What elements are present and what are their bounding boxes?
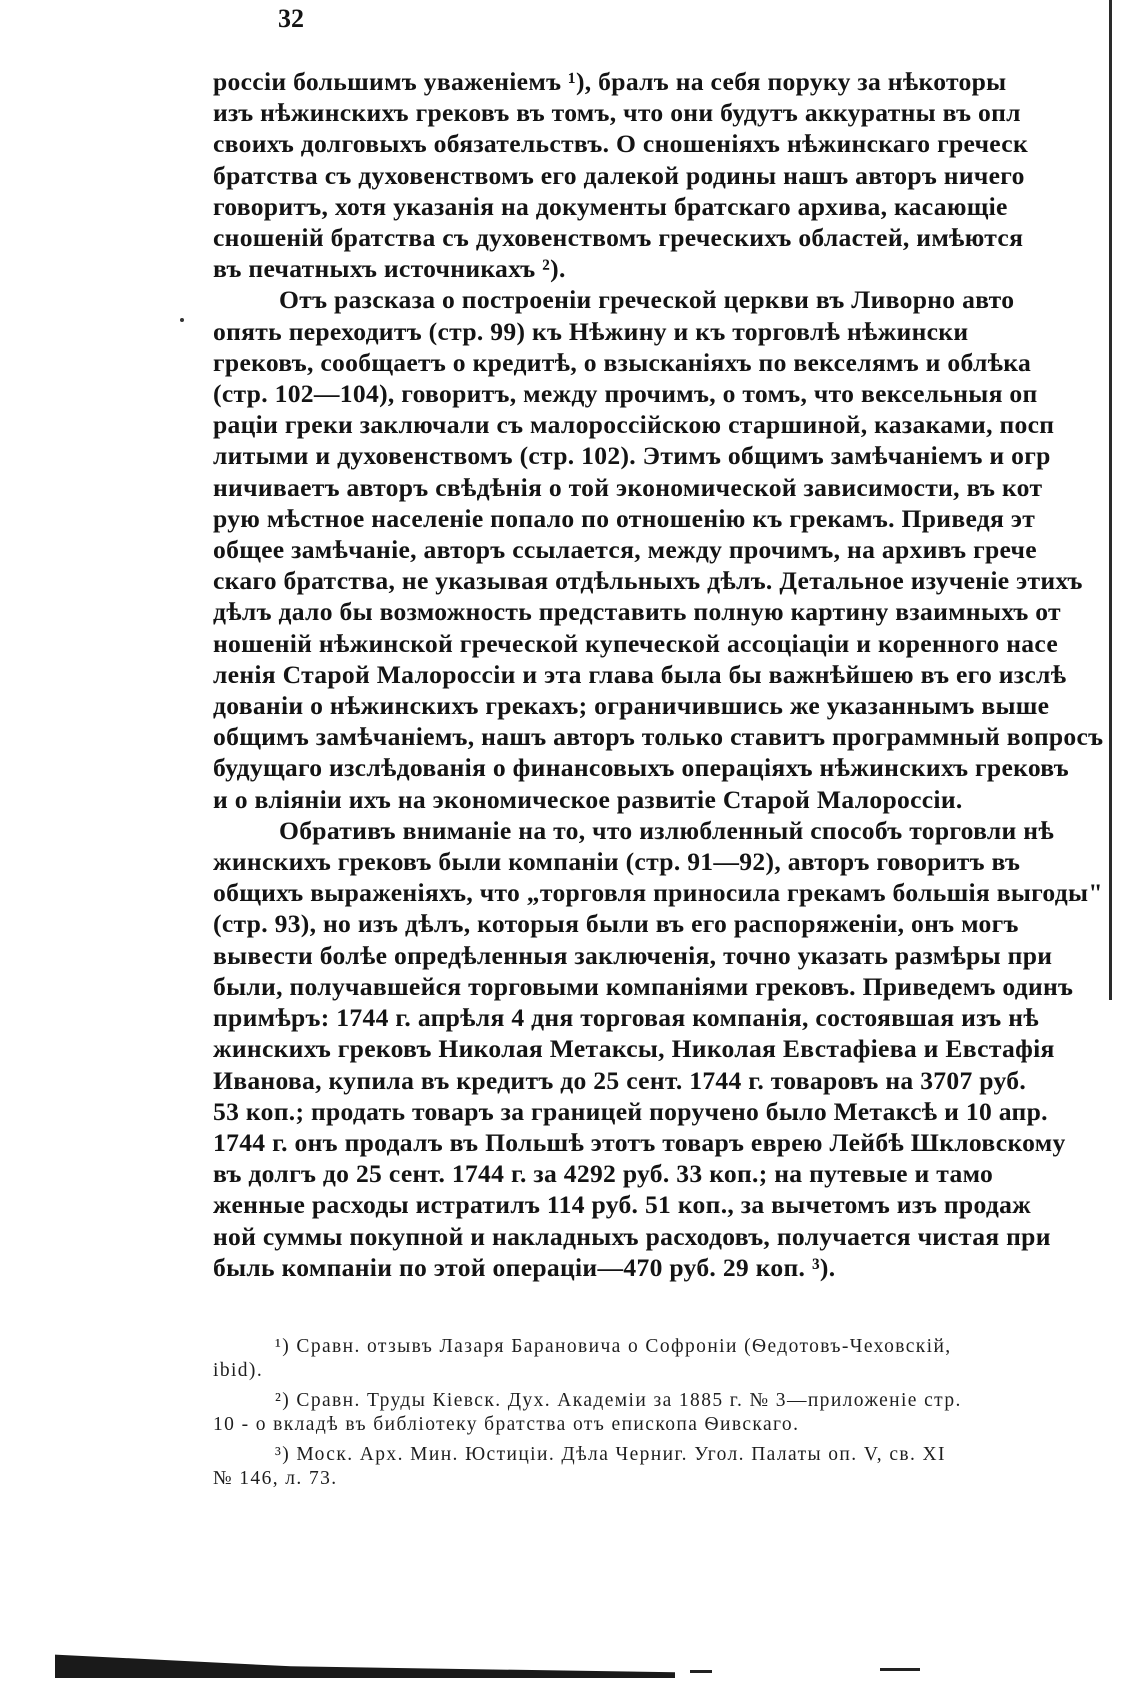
text-line: литыми и духовенствомъ (стр. 102). Этимъ общимъ замѣчаніемъ и огр	[213, 441, 1051, 471]
footnote-2-cont: 10 - о вкладѣ въ библіотеку братства отъ епископа Ѳивскаго.	[213, 1414, 800, 1435]
text-line: 1744 г. онъ продалъ въ Польшѣ этотъ товаръ еврею Лейбѣ Шкловскому	[213, 1127, 1066, 1157]
text-line: опять переходитъ (стр. 99) къ Нѣжину и къ торговлѣ нѣжински	[213, 316, 969, 346]
text-line: быль компаніи по этой операціи—470 руб. 29 коп. ³).	[213, 1252, 836, 1282]
text-line: дѣлъ дало бы возможность представить полную картину взаимныхъ от	[213, 597, 1061, 627]
text-line: жинскихъ грековъ были компаніи (стр. 91—92), авторъ говоритъ въ	[213, 847, 1021, 877]
text-line: вывести болѣе опредѣленныя заключенія, точно указать размѣры при	[213, 940, 1053, 970]
scan-speck	[180, 318, 184, 322]
footnote-1: ¹) Сравн. отзывъ Лазаря Барановича о Софроніи (Ѳедотовъ-Чеховскій,	[275, 1336, 952, 1357]
text-line: въ долгъ до 25 сент. 1744 г. за 4292 руб. 33 коп.; на путевые и тамо	[213, 1159, 994, 1189]
text-line: своихъ долговыхъ обязательствъ. О сношеніяхъ нѣжинскаго греческ	[213, 129, 1028, 159]
text-line: общее замѣчаніе, авторъ ссылается, между прочимъ, на архивъ грече	[213, 535, 1037, 565]
text-line: въ печатныхъ источникахъ ²).	[213, 254, 566, 284]
footnote-2: ²) Сравн. Труды Кіевск. Дух. Академіи за 1885 г. № 3—приложеніе стр.	[275, 1390, 962, 1411]
text-line: грековъ, сообщаетъ о кредитѣ, о взысканіяхъ по векселямъ и облѣка	[213, 347, 1032, 377]
text-line: были, получавшейся торговыми компаніями грековъ. Приведемъ одинъ	[213, 971, 1074, 1001]
text-line: братства съ духовенствомъ его далекой родины нашъ авторъ ничего	[213, 160, 1025, 190]
text-line: изъ нѣжинскихъ грековъ въ томъ, что они будутъ аккуратны въ опл	[213, 98, 1021, 128]
text-line: ленія Старой Малороссіи и эта глава была бы важнѣйшею въ его изслѣ	[213, 659, 1067, 689]
footnote-3: ³) Моск. Арх. Мин. Юстиціи. Дѣла Черниг. Угол. Палаты оп. V, св. XI	[275, 1444, 946, 1465]
text-line: примѣръ: 1744 г. апрѣля 4 дня торговая компанія, состоявшая изъ нѣ	[213, 1003, 1039, 1033]
text-line: 53 коп.; продать товаръ за границей поручено было Метаксѣ и 10 апр.	[213, 1096, 1048, 1126]
page-number: 32	[278, 4, 304, 33]
text-line: ношеній нѣжинской греческой купеческой ассоціаціи и коренного насе	[213, 628, 1058, 658]
footnotes	[213, 1335, 1113, 1491]
text-line: сношеній братства съ духовенствомъ греческихъ областей, имѣются	[213, 223, 1024, 253]
main-text	[213, 66, 1105, 1283]
text-line: ной суммы покупной и накладныхъ расходовъ, получается чистая при	[213, 1221, 1051, 1251]
scan-edge-line	[1109, 0, 1112, 1000]
scan-bottom-mark	[880, 1668, 920, 1671]
footnote-3-cont: № 146, л. 73.	[213, 1468, 338, 1489]
scan-bottom-smear	[55, 1652, 675, 1678]
text-line: говоритъ, хотя указанія на документы братскаго архива, касающіе	[213, 191, 1008, 221]
text-line: жинскихъ грековъ Николая Метаксы, Николая Евстафіева и Евстафія	[213, 1034, 1055, 1064]
footnote-1-cont: ibid).	[213, 1360, 264, 1381]
text-line: будущаго изслѣдованія о финансовыхъ операціяхъ нѣжинскихъ грековъ	[213, 753, 1069, 783]
text-line: раціи греки заключали съ малороссійскою старшиной, казаками, посп	[213, 410, 1055, 440]
text-line: Обративъ вниманіе на то, что излюбленный способъ торговли нѣ	[279, 815, 1055, 845]
text-line: (стр. 93), но изъ дѣлъ, которыя были въ его распоряженіи, онъ могъ	[213, 909, 1019, 939]
text-line: рую мѣстное населеніе попало по отношенію къ грекамъ. Приведя эт	[213, 503, 1036, 533]
text-line: общихъ выраженіяхъ, что „торговля приносила грекамъ большія выгоды"	[213, 878, 1103, 908]
text-line: россіи большимъ уваженіемъ ¹), бралъ на себя поруку за нѣкоторы	[213, 67, 1007, 96]
text-line: скаго братства, не указывая отдѣльныхъ дѣлъ. Детальное изученіе этихъ	[213, 566, 1083, 596]
text-line: женные расходы истратилъ 114 руб. 51 коп., за вычетомъ изъ продаж	[213, 1190, 1032, 1220]
text-line: Отъ разсказа о построеніи греческой церкви въ Ливорно авто	[279, 285, 1015, 315]
text-line: ничиваетъ авторъ свѣдѣнія о той экономической зависимости, въ кот	[213, 472, 1043, 502]
scan-bottom-mark	[690, 1670, 712, 1673]
text-line: Иванова, купила въ кредитъ до 25 сент. 1744 г. товаровъ на 3707 руб.	[213, 1065, 1027, 1095]
text-line: дованіи о нѣжинскихъ грекахъ; ограничившись же указаннымъ выше	[213, 691, 1050, 721]
text-line: и о вліяніи ихъ на экономическое развитіе Старой Малороссіи.	[213, 784, 963, 814]
text-line: общимъ замѣчаніемъ, нашъ авторъ только ставитъ программный вопросъ	[213, 722, 1104, 752]
text-line: (стр. 102—104), говоритъ, между прочимъ, о томъ, что вексельныя оп	[213, 379, 1038, 409]
